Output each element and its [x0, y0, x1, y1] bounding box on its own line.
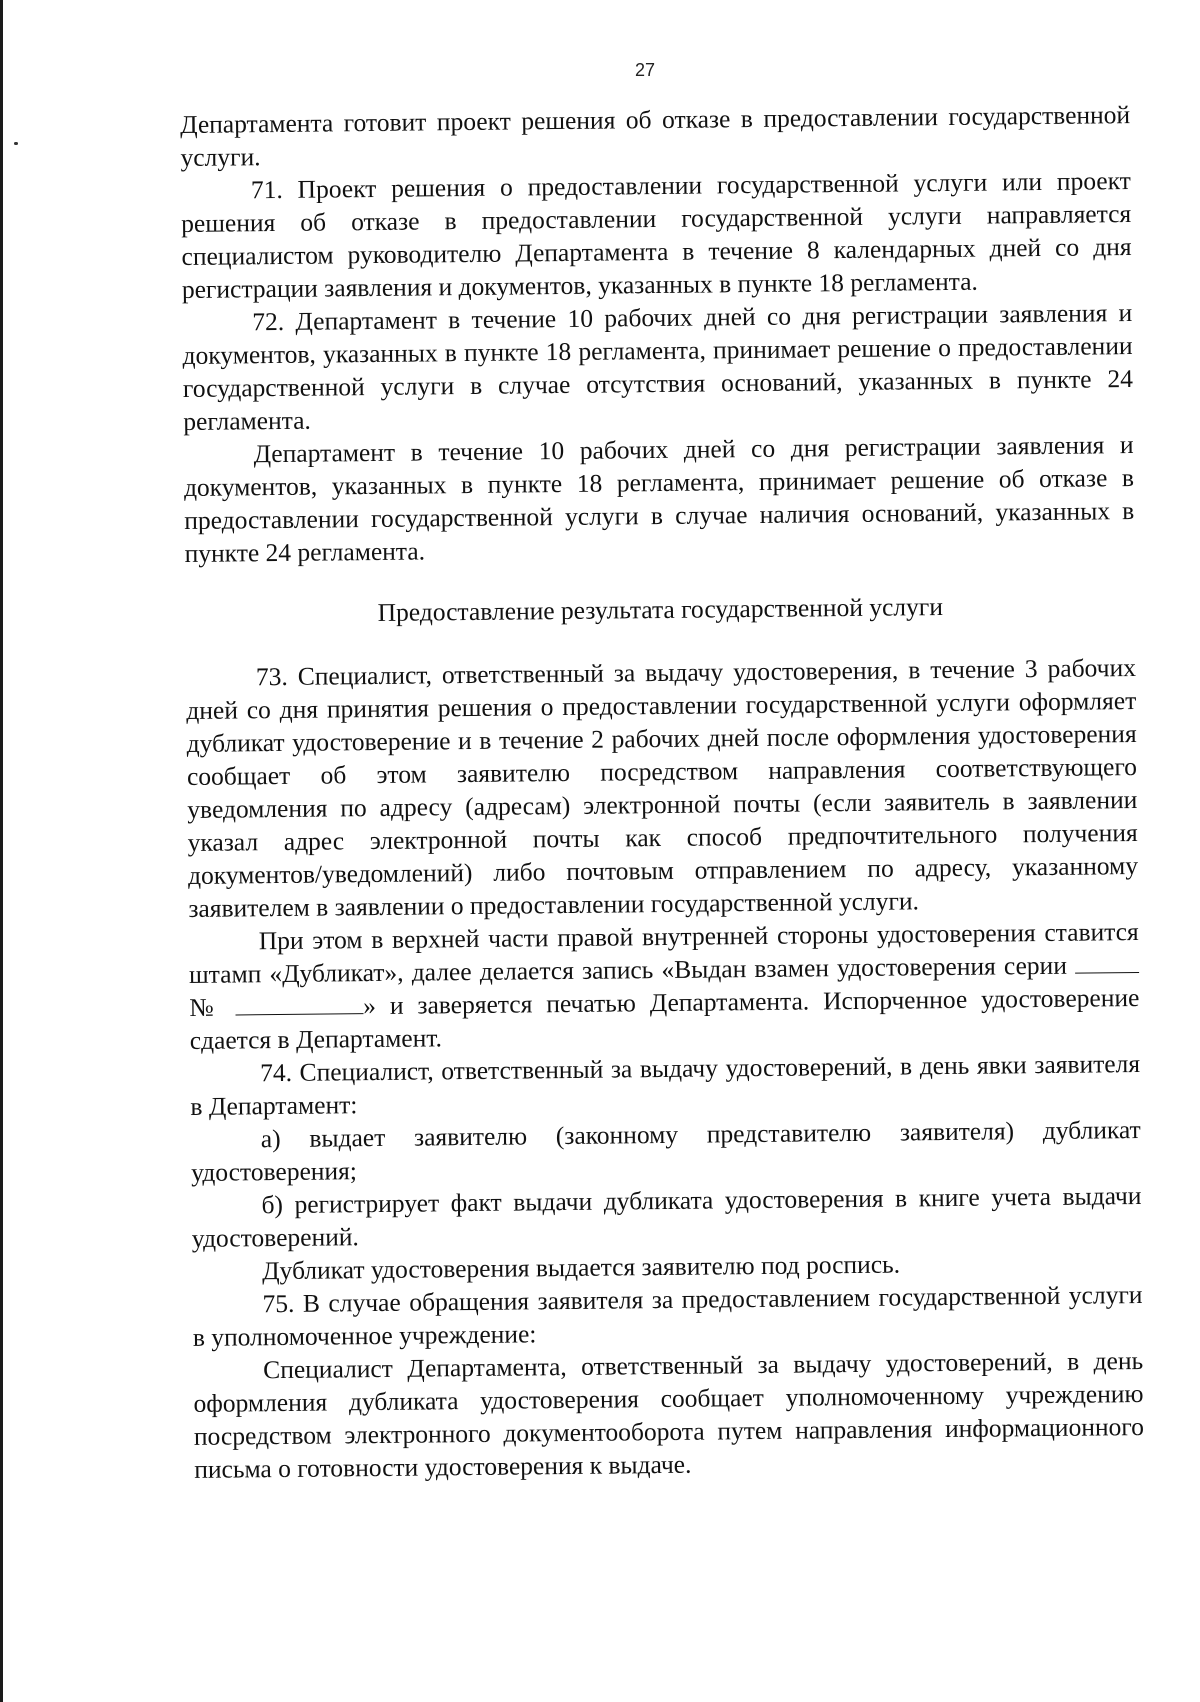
scan-edge-line [0, 0, 3, 1702]
scan-speck [14, 142, 18, 145]
paragraph-continuation: Департамента готовит проект решения об отказе в предоставлении государственной услуги. [180, 100, 1131, 172]
paragraph-72: 72. Департамент в течение 10 рабочих дней со дня регистрации заявления и документов, указанных в пункте 18 регламента, принимает решение о предоставлении государственной услуги в случае отсутствия оснований, указанных в пункте 24 регламента. [182, 298, 1134, 436]
page-number: 27 [634, 60, 656, 80]
paragraph-75-specialist: Специалист Департамента, ответственный за выдачу удостоверений, в день оформления дубликата удостоверения сообщает уполномоченному учреждению посредством электронного документооборота путем направления информационного письма о готовности удостоверения к выдаче. [193, 1345, 1145, 1484]
paragraph-71: 71. Проект решения о предоставлении государственной услуги или проект решения об отказе в предоставлении государственной услуги направляется специалистом руководителю Департамента в течение 8 календарных дней со дня регистрации заявления и документов, указанных в пункте 18 регламента. [181, 166, 1132, 304]
paragraph-74-a: а) выдает заявителю (законному представителю заявителя) дубликат удостоверения; [190, 1114, 1141, 1187]
document-body [180, 98, 1144, 1486]
section-heading: Предоставление результата государственной услуги [377, 592, 944, 627]
stamp-text-part1: При этом в верхней части правой внутренней стороны удостоверения ставится штамп «Дубликат», далее делается запись «Выдан взамен удостоверения серии [188, 917, 1139, 989]
stamp-text-part2: » и заверяется печатью Департамента. Испорченное удостоверение сдается в Департамент. [189, 983, 1140, 1055]
paragraph-73: 73. Специалист, ответственный за выдачу удостоверения, в течение 3 рабочих дней со дня принятия решения о предоставлении государственной услуги оформляет дубликат удостоверение и в течение 2 рабочих дней после оформления удостоверения сообщает об этом заявителю посредством направления соответствующего уведомления по адресу (адресам) электронной почты (если заявитель в заявлении указал адрес электронной почты как способ предпочтительного получения документов/уведомлений) либо почтовым отправлением по адресу, указанному заявителем в заявлении о предоставлении государственной услуги. [186, 653, 1139, 923]
number-blank-line [235, 991, 363, 1015]
paragraph-74: 74. Специалист, ответственный за выдачу удостоверений, в день явки заявителя в Департамент: [190, 1048, 1141, 1121]
paragraph-74-b: б) регистрирует факт выдачи дубликата удостоверения в книге учета выдачи удостоверений. [191, 1180, 1142, 1253]
paragraph-duplicate-stamp [189, 915, 1140, 1057]
series-blank-line [1075, 950, 1139, 974]
paragraph-refusal-decision: Департамент в течение 10 рабочих дней со дня регистрации заявления и документов, указанных в пункте 18 регламента, принимает решение об отказе в предоставлении государственной услуги в случае наличия оснований, указанных в пункте 24 регламента. [183, 430, 1135, 568]
number-sign: № [189, 992, 222, 1022]
paragraph-75: 75. В случае обращения заявителя за предоставлением государственной услуги в уполномоченное учреждение: [192, 1279, 1143, 1352]
paragraph-signature-note: Дубликат удостоверения выдается заявителю под роспись. [262, 1249, 901, 1286]
